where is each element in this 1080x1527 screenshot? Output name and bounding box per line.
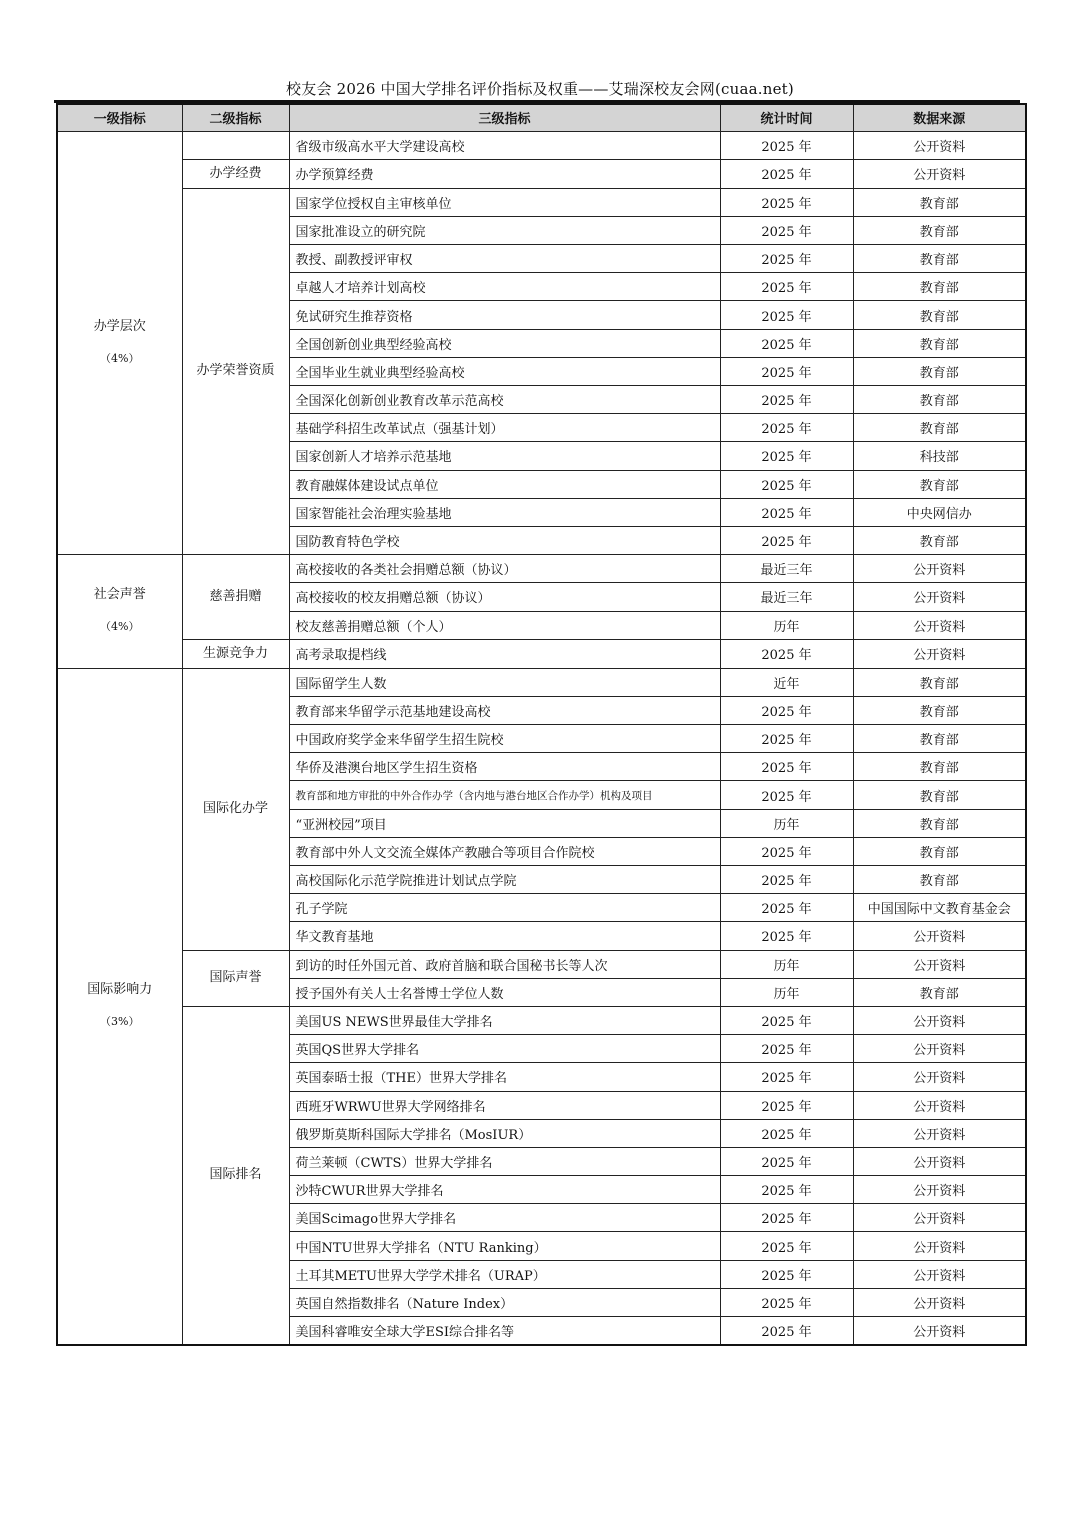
- data-source: 公开资料: [853, 1260, 1026, 1288]
- data-source: 教育部: [853, 526, 1026, 554]
- data-source: 教育部: [853, 414, 1026, 442]
- level1-name: 办学层次: [93, 318, 146, 334]
- data-source: 教育部: [853, 978, 1026, 1006]
- table-body: [57, 131, 1026, 1345]
- level3-indicator: 英国自然指数排名（Nature Index）: [289, 1288, 720, 1316]
- data-source: 教育部: [853, 809, 1026, 837]
- table-row: [57, 950, 1026, 978]
- stat-time: 2025 年: [720, 1063, 853, 1091]
- data-source: 公开资料: [853, 159, 1026, 188]
- level3-indicator: 高考录取提档线: [289, 639, 720, 668]
- data-source: 教育部: [853, 245, 1026, 273]
- stat-time: 2025 年: [720, 894, 853, 922]
- stat-time: 2025 年: [720, 1035, 853, 1063]
- stat-time: 2025 年: [720, 470, 853, 498]
- table-row: [57, 555, 1026, 583]
- level3-indicator: 美国科睿唯安全球大学ESI综合排名等: [289, 1317, 720, 1345]
- level3-indicator: 全国创新创业典型经验高校: [289, 329, 720, 357]
- data-source: 公开资料: [853, 1006, 1026, 1034]
- level3-indicator: 土耳其METU世界大学学术排名（URAP）: [289, 1260, 720, 1288]
- level3-indicator: 高校接收的各类社会捐赠总额（协议）: [289, 555, 720, 583]
- data-source: 公开资料: [853, 922, 1026, 950]
- stat-time: 2025 年: [720, 1006, 853, 1034]
- level3-indicator: 办学预算经费: [289, 159, 720, 188]
- level3-indicator: “亚洲校园”项目: [289, 809, 720, 837]
- data-source: 教育部: [853, 696, 1026, 724]
- data-source: 公开资料: [853, 1091, 1026, 1119]
- level3-indicator: 国家学位授权自主审核单位: [289, 188, 720, 216]
- level3-indicator: 国家智能社会治理实验基地: [289, 498, 720, 526]
- level3-indicator: 国防教育特色学校: [289, 526, 720, 554]
- header-level1: 一级指标: [57, 104, 182, 131]
- level2-cell: 办学经费: [182, 159, 289, 188]
- level2-cell: 慈善捐赠: [182, 555, 289, 640]
- level3-indicator: 国家创新人才培养示范基地: [289, 442, 720, 470]
- level3-indicator: 沙特CWUR世界大学排名: [289, 1176, 720, 1204]
- data-source: 公开资料: [853, 1119, 1026, 1147]
- level3-indicator: 教育融媒体建设试点单位: [289, 470, 720, 498]
- stat-time: 2025 年: [720, 639, 853, 668]
- table-row: [57, 1006, 1026, 1034]
- data-source: 公开资料: [853, 1035, 1026, 1063]
- level3-indicator: 教育部和地方审批的中外合作办学（含内地与港台地区合作办学）机构及项目: [289, 781, 720, 809]
- data-source: 教育部: [853, 781, 1026, 809]
- level3-indicator: 授予国外有关人士名誉博士学位人数: [289, 978, 720, 1006]
- stat-time: 2025 年: [720, 498, 853, 526]
- data-source: 公开资料: [853, 555, 1026, 583]
- level3-indicator: 华文教育基地: [289, 922, 720, 950]
- indicator-table: [56, 103, 1027, 1346]
- level3-indicator: 到访的时任外国元首、政府首脑和联合国秘书长等人次: [289, 950, 720, 978]
- level2-cell: 办学荣誉资质: [182, 188, 289, 554]
- data-source: 教育部: [853, 329, 1026, 357]
- data-source: 教育部: [853, 188, 1026, 216]
- level3-indicator: 基础学科招生改革试点（强基计划）: [289, 414, 720, 442]
- level3-indicator: 高校国际化示范学院推进计划试点学院: [289, 866, 720, 894]
- data-source: 教育部: [853, 753, 1026, 781]
- data-source: 教育部: [853, 470, 1026, 498]
- data-source: 教育部: [853, 668, 1026, 696]
- level3-indicator: 荷兰莱顿（CWTS）世界大学排名: [289, 1147, 720, 1175]
- level3-indicator: 英国QS世界大学排名: [289, 1035, 720, 1063]
- stat-time: 2025 年: [720, 1176, 853, 1204]
- level2-cell: 生源竞争力: [182, 639, 289, 668]
- data-source: 公开资料: [853, 1176, 1026, 1204]
- level3-indicator: 中国政府奖学金来华留学生招生院校: [289, 725, 720, 753]
- table-row: [57, 639, 1026, 668]
- stat-time: 2025 年: [720, 753, 853, 781]
- level1-name: 社会声誉: [93, 587, 146, 603]
- level3-indicator: 全国深化创新创业教育改革示范高校: [289, 386, 720, 414]
- table-header-row: [57, 104, 1026, 131]
- level3-indicator: 国际留学生人数: [289, 668, 720, 696]
- stat-time: 历年: [720, 809, 853, 837]
- data-source: 教育部: [853, 216, 1026, 244]
- stat-time: 最近三年: [720, 555, 853, 583]
- stat-time: 近年: [720, 668, 853, 696]
- data-source: 公开资料: [853, 1147, 1026, 1175]
- stat-time: 2025 年: [720, 216, 853, 244]
- data-source: 教育部: [853, 301, 1026, 329]
- data-source: 公开资料: [853, 131, 1026, 159]
- level2-cell: 国际排名: [182, 1006, 289, 1344]
- stat-time: 2025 年: [720, 273, 853, 301]
- stat-time: 2025 年: [720, 1147, 853, 1175]
- header-time: 统计时间: [720, 104, 853, 131]
- data-source: 教育部: [853, 725, 1026, 753]
- header-source: 数据来源: [853, 104, 1026, 131]
- level1-cell: [57, 668, 182, 1345]
- stat-time: 2025 年: [720, 866, 853, 894]
- header-level3: 三级指标: [289, 104, 720, 131]
- stat-time: 2025 年: [720, 1232, 853, 1260]
- level3-indicator: 国家批准设立的研究院: [289, 216, 720, 244]
- data-source: 教育部: [853, 866, 1026, 894]
- level1-cell: [57, 555, 182, 669]
- level3-indicator: 教育部中外人文交流全媒体产教融合等项目合作院校: [289, 837, 720, 865]
- stat-time: 2025 年: [720, 1204, 853, 1232]
- level3-indicator: 华侨及港澳台地区学生招生资格: [289, 753, 720, 781]
- level1-name: 国际影响力: [87, 982, 153, 998]
- stat-time: 2025 年: [720, 414, 853, 442]
- level3-indicator: 西班牙WRWU世界大学网络排名: [289, 1091, 720, 1119]
- level3-indicator: 中国NTU世界大学排名（NTU Ranking）: [289, 1232, 720, 1260]
- stat-time: 2025 年: [720, 526, 853, 554]
- data-source: 中国国际中文教育基金会: [853, 894, 1026, 922]
- level3-indicator: 免试研究生推荐资格: [289, 301, 720, 329]
- data-source: 公开资料: [853, 1063, 1026, 1091]
- stat-time: 历年: [720, 978, 853, 1006]
- data-source: 公开资料: [853, 1288, 1026, 1316]
- level3-indicator: 校友慈善捐赠总额（个人）: [289, 611, 720, 639]
- level1-weight: （3%）: [100, 1015, 140, 1029]
- table-row: [57, 668, 1026, 696]
- table-row: [57, 159, 1026, 188]
- stat-time: 最近三年: [720, 583, 853, 611]
- document-title: 校友会 2026 中国大学排名评价指标及权重——艾瑞深校友会网(cuaa.net): [286, 80, 794, 98]
- stat-time: 2025 年: [720, 329, 853, 357]
- level2-cell: 国际声誉: [182, 950, 289, 1006]
- stat-time: 历年: [720, 950, 853, 978]
- level3-indicator: 卓越人才培养计划高校: [289, 273, 720, 301]
- data-source: 中央网信办: [853, 498, 1026, 526]
- level3-indicator: 教授、副教授评审权: [289, 245, 720, 273]
- data-source: 公开资料: [853, 639, 1026, 668]
- level1-weight: （4%）: [100, 620, 140, 634]
- stat-time: 2025 年: [720, 1288, 853, 1316]
- stat-time: 2025 年: [720, 837, 853, 865]
- stat-time: 2025 年: [720, 442, 853, 470]
- level2-cell: 国际化办学: [182, 668, 289, 950]
- data-source: 教育部: [853, 386, 1026, 414]
- stat-time: 2025 年: [720, 922, 853, 950]
- data-source: 公开资料: [853, 1204, 1026, 1232]
- level2-cell: [182, 131, 289, 159]
- level3-indicator: 全国毕业生就业典型经验高校: [289, 357, 720, 385]
- stat-time: 2025 年: [720, 301, 853, 329]
- stat-time: 历年: [720, 611, 853, 639]
- level1-weight: （4%）: [100, 351, 140, 365]
- level3-indicator: 英国泰晤士报（THE）世界大学排名: [289, 1063, 720, 1091]
- stat-time: 2025 年: [720, 131, 853, 159]
- data-source: 公开资料: [853, 611, 1026, 639]
- data-source: 公开资料: [853, 583, 1026, 611]
- header-level2: 二级指标: [182, 104, 289, 131]
- stat-time: 2025 年: [720, 1119, 853, 1147]
- level3-indicator: 美国Scimago世界大学排名: [289, 1204, 720, 1232]
- stat-time: 2025 年: [720, 159, 853, 188]
- data-source: 教育部: [853, 837, 1026, 865]
- data-source: 科技部: [853, 442, 1026, 470]
- stat-time: 2025 年: [720, 188, 853, 216]
- stat-time: 2025 年: [720, 696, 853, 724]
- stat-time: 2025 年: [720, 725, 853, 753]
- level3-indicator: 教育部来华留学示范基地建设高校: [289, 696, 720, 724]
- level3-indicator: 俄罗斯莫斯科国际大学排名（MosIUR）: [289, 1119, 720, 1147]
- stat-time: 2025 年: [720, 1260, 853, 1288]
- stat-time: 2025 年: [720, 1091, 853, 1119]
- data-source: 教育部: [853, 273, 1026, 301]
- level3-indicator: 孔子学院: [289, 894, 720, 922]
- data-source: 公开资料: [853, 1232, 1026, 1260]
- data-source: 教育部: [853, 357, 1026, 385]
- level3-indicator: 美国US NEWS世界最佳大学排名: [289, 1006, 720, 1034]
- stat-time: 2025 年: [720, 245, 853, 273]
- level3-indicator: 高校接收的校友捐赠总额（协议）: [289, 583, 720, 611]
- level1-cell: [57, 131, 182, 555]
- stat-time: 2025 年: [720, 781, 853, 809]
- data-source: 公开资料: [853, 950, 1026, 978]
- stat-time: 2025 年: [720, 357, 853, 385]
- stat-time: 2025 年: [720, 1317, 853, 1345]
- table-row: [57, 131, 1026, 159]
- stat-time: 2025 年: [720, 386, 853, 414]
- level3-indicator: 省级市级高水平大学建设高校: [289, 131, 720, 159]
- data-source: 公开资料: [853, 1317, 1026, 1345]
- table-row: [57, 188, 1026, 216]
